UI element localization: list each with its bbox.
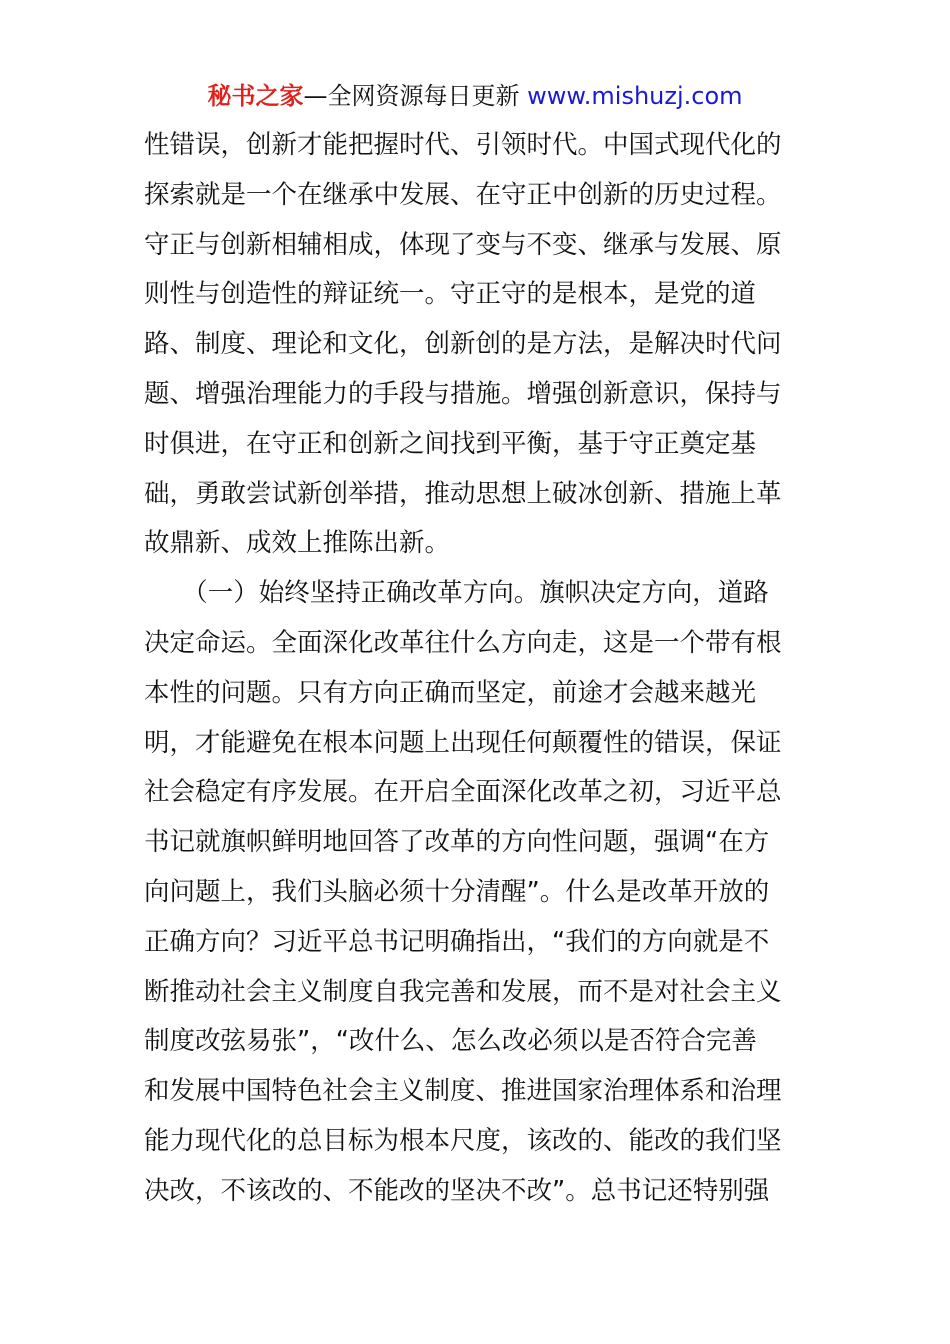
site-header bbox=[0, 80, 950, 112]
section-heading-line: （一）始终坚持正确改革方向。旗帜决定方向，道路 bbox=[144, 578, 769, 609]
text-line: 向问题上，我们头脑必须十分清醒”。什么是改革开放的 bbox=[144, 876, 770, 907]
text-line: 故鼎新、成效上推陈出新。 bbox=[144, 528, 451, 559]
text-line: 性错误，创新才能把握时代、引领时代。中国式现代化的 bbox=[144, 130, 782, 160]
text-line: 本性的问题。只有方向正确而坚定，前途才会越来越光 bbox=[144, 677, 757, 708]
text-line: 制度改弦易张”，“改什么、怎么改必须以是否符合完善 bbox=[144, 1026, 757, 1057]
text-line: 书记就旗帜鲜明地回答了改革的方向性问题，强调“在方 bbox=[144, 827, 770, 858]
text-line: 守正与创新相辅相成，体现了变与不变、继承与发展、原 bbox=[144, 229, 782, 260]
document-body bbox=[144, 121, 806, 1217]
site-brand: 秘书之家 bbox=[207, 82, 304, 110]
text-line: 社会稳定有序发展。在开启全面深化改革之初，习近平总 bbox=[144, 777, 782, 808]
site-url-link[interactable]: www.mishuzj.com bbox=[527, 82, 743, 110]
text-line: 断推动社会主义制度自我完善和发展，而不是对社会主义 bbox=[144, 976, 782, 1007]
text-line: 正确方向？习近平总书记明确指出，“我们的方向就是不 bbox=[144, 926, 770, 957]
text-line: 决改，不该改的、不能改的坚决不改”。总书记还特别强 bbox=[144, 1175, 770, 1206]
text-line: 明，才能避免在根本问题上出现任何颠覆性的错误，保证 bbox=[144, 727, 782, 758]
text-line: 决定命运。全面深化改革往什么方向走，这是一个带有根 bbox=[144, 627, 782, 658]
text-line: 则性与创造性的辩证统一。守正守的是根本，是党的道 bbox=[144, 279, 757, 310]
text-line: 和发展中国特色社会主义制度、推进国家治理体系和治理 bbox=[144, 1076, 782, 1107]
text-line: 探索就是一个在继承中发展、在守正中创新的历史过程。 bbox=[144, 179, 782, 210]
text-line: 时俱进，在守正和创新之间找到平衡，基于守正奠定基 bbox=[144, 428, 757, 459]
site-tagline: —全网资源每日更新 bbox=[303, 82, 528, 110]
text-line: 路、制度、理论和文化，创新创的是方法，是解决时代问 bbox=[144, 329, 782, 360]
text-line: 题、增强治理能力的手段与措施。增强创新意识，保持与 bbox=[144, 378, 782, 409]
text-line: 能力现代化的总目标为根本尺度，该改的、能改的我们坚 bbox=[144, 1125, 782, 1156]
text-line: 础，勇敢尝试新创举措，推动思想上破冰创新、措施上革 bbox=[144, 478, 782, 509]
